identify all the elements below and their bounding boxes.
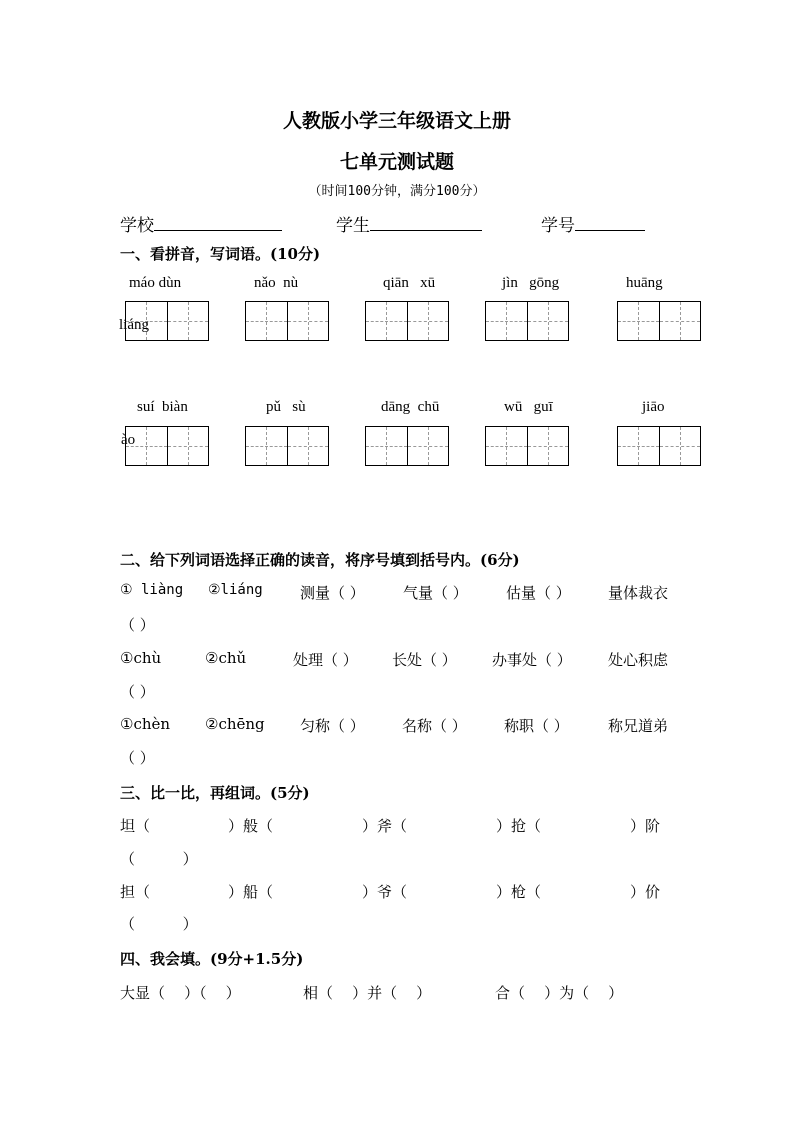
pinyin-1: máo dùn bbox=[129, 275, 182, 291]
word-item: 办事处（ ） bbox=[492, 651, 572, 669]
word-item: 称兄道弟 bbox=[608, 717, 669, 735]
writing-grid[interactable] bbox=[617, 301, 701, 341]
option-2: ②liáng bbox=[208, 582, 263, 598]
number-label: 学号 bbox=[541, 216, 575, 236]
pinyin-wrap: liáng bbox=[119, 317, 149, 333]
answer-paren[interactable]: （ ） bbox=[120, 749, 155, 767]
school-blank[interactable] bbox=[154, 216, 282, 231]
compare-char: ）阶 bbox=[630, 817, 661, 835]
section1-heading: 一、看拼音，写词语。(10分) bbox=[120, 245, 321, 263]
fill-item: 大显（ ）（ ） bbox=[120, 984, 241, 1002]
fill-item: 合（ ）为（ ） bbox=[495, 984, 624, 1002]
answer-paren[interactable]: （ ） bbox=[120, 915, 198, 933]
option-2: ②chǔ bbox=[205, 649, 247, 667]
writing-grid[interactable] bbox=[485, 301, 569, 341]
writing-grid[interactable] bbox=[365, 301, 449, 341]
student-field[interactable] bbox=[336, 211, 482, 236]
writing-grid[interactable] bbox=[365, 426, 449, 466]
option-2: ②chēng bbox=[205, 715, 265, 733]
word-item: 量体裁衣 bbox=[608, 584, 669, 602]
pinyin-4: jìn gōng bbox=[502, 275, 560, 291]
writing-grid[interactable] bbox=[617, 426, 701, 466]
writing-grid[interactable] bbox=[485, 426, 569, 466]
word-item: 名称（ ） bbox=[402, 717, 467, 735]
pinyin-6: suí biàn bbox=[137, 399, 188, 415]
page-subtitle: 七单元测试题 bbox=[339, 151, 454, 173]
pinyin-2: nǎo nù bbox=[254, 275, 299, 291]
option-1: ① liàng bbox=[120, 582, 184, 598]
compare-char: 担（ bbox=[120, 883, 151, 901]
word-item: 测量（ ） bbox=[300, 584, 365, 602]
option-1: ①chèn bbox=[120, 715, 171, 733]
section2-heading: 二、给下列词语选择正确的读音，将序号填到括号内。(6分) bbox=[120, 551, 520, 569]
word-item: 称职（ ） bbox=[504, 717, 569, 735]
answer-paren[interactable]: （ ） bbox=[120, 683, 155, 701]
fill-item: 相（ ）并（ ） bbox=[303, 984, 432, 1002]
word-item: 处心积虑 bbox=[608, 651, 669, 669]
number-field[interactable] bbox=[541, 211, 645, 236]
pinyin-7: pǔ sù bbox=[266, 399, 306, 415]
compare-char: ）斧（ bbox=[362, 817, 408, 835]
number-blank[interactable] bbox=[575, 216, 645, 231]
compare-char: ）爷（ bbox=[362, 883, 408, 901]
pinyin-8: dāng chū bbox=[381, 399, 440, 415]
pinyin-10: jiāo bbox=[642, 399, 665, 415]
school-label: 学校 bbox=[120, 216, 154, 236]
compare-char: ）抢（ bbox=[496, 817, 542, 835]
pinyin-wrap: ào bbox=[121, 432, 136, 448]
word-item: 长处（ ） bbox=[392, 651, 457, 669]
word-item: 气量（ ） bbox=[403, 584, 468, 602]
writing-grid[interactable] bbox=[245, 301, 329, 341]
time-note: （时间100分钟，满分100分） bbox=[308, 184, 486, 199]
word-item: 处理（ ） bbox=[293, 651, 358, 669]
word-item: 估量（ ） bbox=[506, 584, 571, 602]
student-blank[interactable] bbox=[370, 216, 482, 231]
answer-paren[interactable]: （ ） bbox=[120, 616, 155, 634]
compare-char: ）价 bbox=[630, 883, 661, 901]
answer-paren[interactable]: （ ） bbox=[120, 850, 198, 868]
pinyin-3: qiān xū bbox=[383, 275, 436, 291]
compare-char: ）船（ bbox=[228, 883, 274, 901]
student-label: 学生 bbox=[336, 216, 370, 236]
compare-char: 坦（ bbox=[120, 817, 151, 835]
writing-grid[interactable] bbox=[245, 426, 329, 466]
writing-grid[interactable] bbox=[125, 426, 209, 466]
word-item: 匀称（ ） bbox=[300, 717, 365, 735]
section4-heading: 四、我会填。(9分+1.5分) bbox=[120, 950, 304, 968]
pinyin-9: wū guī bbox=[504, 399, 553, 415]
compare-char: ）枪（ bbox=[496, 883, 542, 901]
school-field[interactable] bbox=[120, 211, 282, 236]
page-title: 人教版小学三年级语文上册 bbox=[282, 110, 511, 132]
option-1: ①chù bbox=[120, 649, 162, 667]
compare-char: ）般（ bbox=[228, 817, 274, 835]
section3-heading: 三、比一比，再组词。(5分) bbox=[120, 784, 310, 802]
pinyin-5: huāng bbox=[626, 275, 663, 291]
